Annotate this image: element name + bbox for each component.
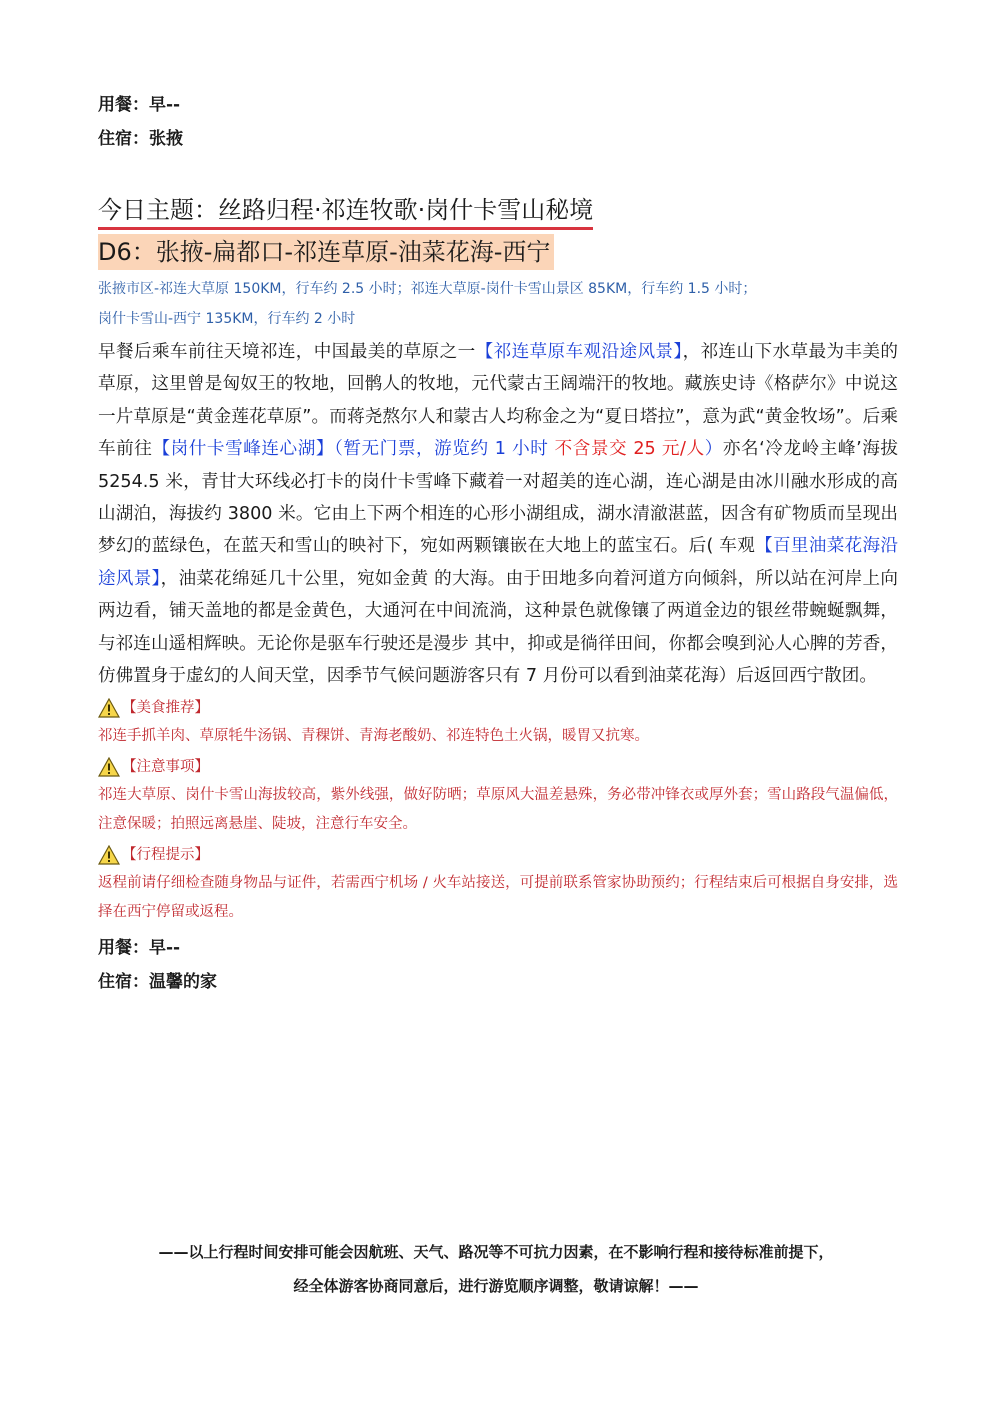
tips-section-heading (98, 841, 898, 869)
disclaimer-line-2: 经全体游客协商同意后，进行游览顺序调整，敬请谅解！—— (293, 1277, 699, 1295)
desc-text-3: 亦名‘冷龙岭主峰’海拔 5254.5 米，青甘大环线必打卡的岗什卡雪峰下藏着一对超美的连心湖，连心湖是由冰川融水形成的高山湖泊，海拔约 3800 米。它由上下两个相连的心形小湖组成，湖水清澈湛蓝，因含有矿物质而呈现出梦幻的蓝绿色，在蓝天和雪山的映衬下，宛如两颗镶嵌在大地上的蓝宝石。后( 车观 (98, 439, 898, 557)
tips-section-title: 【行程提示】 (122, 847, 209, 864)
desc-highlight-gangshika: 【岗什卡雪峰连心湖】（暂无门票，游览约 1 小时 (152, 439, 549, 460)
notes-section-body: 祁连大草原、岗什卡雪山海拔较高，紫外线强，做好防晒；草原风大温差悬殊，务必带冲锋衣或厚外套；雪山路段气温偏低，注意保暖；拍照远离悬崖、陡坡，注意行车安全。 (98, 787, 898, 833)
bottom-meal: 用餐：早-- (98, 938, 181, 959)
desc-price-note: 不含景交 25 元/人 (548, 439, 705, 460)
top-meal: 用餐：早-- (98, 95, 181, 115)
bottom-stay: 住宿：温馨的家 (98, 972, 217, 993)
desc-text-1: 早餐后乘车前往天境祁连，中国最美的草原之一 (98, 342, 476, 362)
food-section-title: 【美食推荐】 (122, 700, 209, 717)
day-theme: 今日主题：丝路归程·祁连牧歌·岗什卡雪山秘境 (98, 194, 593, 230)
bottom-meal-block (98, 931, 898, 999)
desc-highlight-close: ） (704, 439, 723, 460)
top-stay: 住宿：张掖 (98, 129, 183, 149)
day-description (98, 336, 898, 692)
warning-icon (98, 757, 120, 777)
route-line-1: 张掖市区-祁连大草原 150KM，行车约 2.5 小时；祁连大草原-岗什卡雪山景区 85KM，行车约 1.5 小时； (98, 281, 757, 297)
warning-icon (98, 845, 120, 865)
route-line-2: 岗什卡雪山-西宁 135KM，行车约 2 小时 (98, 311, 356, 327)
notes-section-title: 【注意事项】 (122, 759, 209, 776)
itinerary-page (98, 88, 898, 999)
disclaimer-line-1: ——以上行程时间安排可能会因航班、天气、路况等不可抗力因素，在不影响行程和接待标准前提下， (158, 1243, 834, 1261)
desc-text-2: ，祁连山下水草最为丰美的草原，这里曾是匈奴王的牧地，回鹘人的牧地，元代蒙古王阔端汗的牧地。藏族史诗《格萨尔》中说这一片草原是“黄金莲花草原”。而蒋尧熬尔人和蒙古人均称金之为“夏日塔拉”，意为武“黄金牧场”。后乘车前往 (98, 342, 898, 460)
day-title: D6：张掖-扁都口-祁连草原-油菜花海-西宁 (98, 234, 554, 270)
food-section-heading (98, 694, 898, 722)
desc-highlight-qilian: 【祁连草原车观沿途风景】 (475, 342, 683, 362)
food-section-body: 祁连手抓羊肉、草原牦牛汤锅、青稞饼、青海老酸奶、祁连特色土火锅，暖胃又抗寒。 (98, 728, 649, 745)
warning-icon (98, 698, 120, 718)
disclaimer-footer (0, 1235, 992, 1303)
notes-section-heading (98, 753, 898, 781)
desc-text-4: ，油菜花绵延几十公里，宛如金黄 的大海。由于田地多向着河道方向倾斜，所以站在河岸上向两边看，铺天盖地的都是金黄色，大通河在中间流淌，这种景色就像镶了两道金边的银丝带蜿蜒飘舞，与祁连山遥相辉映。无论你是驱车行驶还是漫步 其中，抑或是徜徉田间，你都会嗅到沁人心脾的芳香，仿佛置身于虚幻的人间天堂，因季节气候问题游客只有 7 月份可以看到油菜花海）后返回西宁散团。 (98, 568, 898, 687)
desc-highlight-rapeseed: 【百里油菜花海沿途风景】 (98, 536, 898, 589)
route-info (98, 274, 898, 334)
tips-section-body: 返程前请仔细检查随身物品与证件，若需西宁机场 / 火车站接送，可提前联系管家协助预约；行程结束后可根据自身安排，选择在西宁停留或返程。 (98, 875, 898, 921)
